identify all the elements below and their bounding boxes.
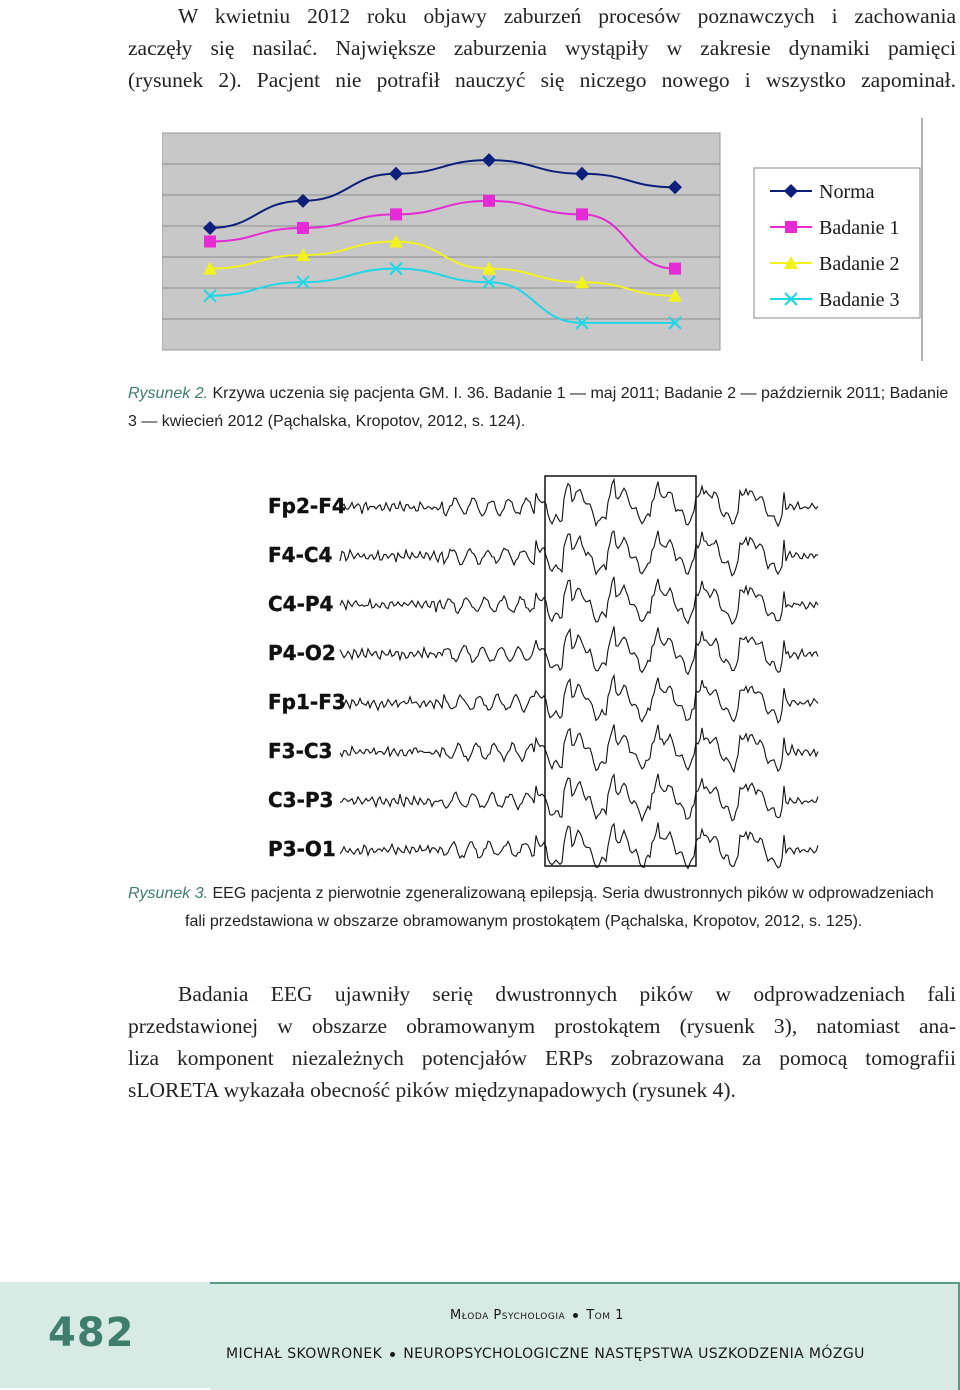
learning-curve-figure [162,118,925,363]
caption-3-line-2: fali przedstawiona w obszarze obramowanym prostokątem (Pąchalska, Kropotov, 2012, s. 125). [185,913,863,930]
footer-journal [450,1308,624,1323]
eeg-channel-label: C3-P3 [268,788,334,812]
data-point [483,195,495,207]
caption-2-line-1 [128,380,949,408]
intro-paragraph [128,0,956,96]
caption-2-label: Rysunek 2. [128,385,209,402]
data-point [297,222,309,234]
eeg-trace [340,774,818,821]
eeg-trace-chart [262,470,822,870]
journal-volume: Tom 1 [586,1308,624,1323]
intro-line-3: (rysunek 2). Pacjent nie potrafił nauczyć się niczego nowego i wszystko zapominał. [128,68,956,92]
data-point [576,208,588,220]
body-line-4: sLORETA wykazała obecność pików międzynapadowych (rysunek 4). [128,1078,736,1102]
plot-area [162,133,720,350]
footer-article [226,1346,865,1362]
eeg-trace [340,724,818,771]
caption-3-text: EEG pacjenta z pierwotnie zgeneralizowaną epilepsją. Seria dwustronnych pików w odprowadzeniach [208,885,934,902]
bullet-separator [390,1352,395,1357]
page-number: 482 [48,1310,135,1356]
eeg-trace [344,676,818,723]
body-line-3: liza komponent niezależnych potencjałów ERPs zobrazowana za pomocą tomografii [128,1046,956,1070]
data-point [390,208,402,220]
eeg-channel-label: Fp1-F3 [268,690,346,714]
eeg-channel-label: Fp2-F4 [268,494,346,518]
eeg-channel-label: P4-O2 [268,641,336,665]
chart-legend [754,168,920,318]
figure-3-caption [128,880,934,936]
intro-line-2: zaczęły się nasilać. Największe zaburzenia wystąpiły w zakresie dynamiki pamięci [128,36,956,60]
legend-label: Norma [819,181,875,203]
body-line-1: Badania EEG ujawniły serię dwustronnych pików w odprowadzeniach fali [178,982,956,1006]
figure-2-caption [128,380,949,436]
journal-name: Młoda Psychologia [450,1308,566,1323]
eeg-trace [340,577,818,624]
legend-label: Badanie 2 [819,253,900,275]
eeg-channel-label: P3-O1 [268,837,336,861]
caption-2-text: Krzywa uczenia się pacjenta GM. I. 36. Badanie 1 — maj 2011; Badanie 2 — październik 2011; Badanie [208,385,949,402]
eeg-channel-label: F3-C3 [268,739,333,763]
learning-curve-chart [162,118,925,363]
article-title: NEUROPSYCHOLOGICZNE NASTĘPSTWA USZKODZENIA MÓZGU [403,1346,865,1362]
data-point [204,236,216,248]
data-point [669,263,681,275]
legend-marker [785,221,797,233]
intro-line-1: W kwietniu 2012 roku objawy zaburzeń procesów poznawczych i zachowania [178,4,956,28]
body-paragraph [128,978,956,1106]
body-line-2: przedstawionej w obszarze obramowanym prostokątem (rysuenk 3), natomiast ana- [128,1014,956,1038]
eeg-figure [262,470,822,870]
caption-2-line-2: 3 — kwiecień 2012 (Pąchalska, Kropotov, 2012, s. 124). [128,413,526,430]
eeg-channel-label: C4-P4 [268,592,334,616]
bullet-separator [573,1313,578,1318]
page-footer [0,1282,960,1388]
eeg-channel-label: F4-C4 [268,543,333,567]
eeg-trace [340,480,818,526]
eeg-trace [340,823,818,869]
caption-3-label: Rysunek 3. [128,885,209,902]
caption-3-line-1 [128,880,934,908]
eeg-trace [340,531,818,576]
eeg-trace [340,626,818,674]
legend-label: Badanie 1 [819,217,900,239]
legend-label: Badanie 3 [819,289,900,311]
article-author: MICHAŁ SKOWRONEK [226,1346,383,1362]
